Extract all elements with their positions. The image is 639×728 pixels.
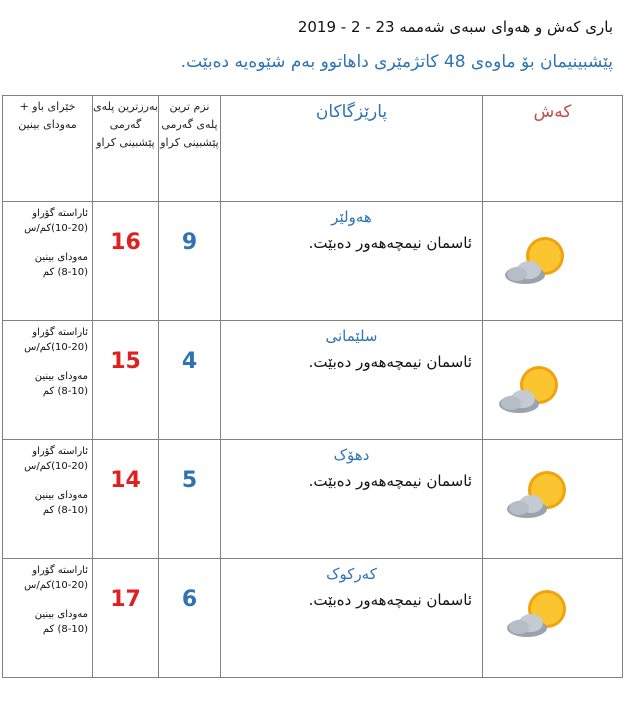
header-max-temp-label: بەرزترین پلەی گەرمی پێشبینی کراو [93, 100, 158, 149]
city-name: هەولێر [331, 208, 372, 226]
visibility-range: (8-10) کم [42, 267, 88, 278]
max-temp: 16 [110, 230, 141, 255]
forecast-subtitle: پێشبینیمان بۆ ماوەی 48 کاتژمێری داهاتوو بەم شێوەیە دەبێت. [180, 52, 613, 72]
visibility-label: مەودای بینین [34, 490, 88, 501]
weather-icon-cell [483, 202, 623, 321]
weather-description: ئاسمان نیمچەهەور دەبێت. [308, 591, 472, 609]
weather-description: ئاسمان نیمچەهەور دەبێت. [308, 353, 472, 371]
table-row [3, 202, 623, 321]
weather-description: ئاسمان نیمچەهەور دەبێت. [308, 234, 472, 252]
weather-icon-cell [483, 321, 623, 440]
forecast-date-title: باری کەش و هەوای سبەی شەممە 23 - 2 - 2019 [297, 18, 613, 36]
header-weather [483, 96, 623, 202]
wind-visibility-cell [3, 440, 93, 559]
wind-speed: (10-20)کم/س [24, 223, 88, 234]
city-name: سلێمانی [325, 327, 378, 345]
partly-cloudy-icon [503, 232, 575, 288]
visibility-range: (8-10) کم [42, 505, 88, 516]
wind-speed: (10-20)کم/س [24, 461, 88, 472]
city-name: کەرکوک [326, 565, 377, 583]
header-max-temp [93, 96, 159, 202]
header-min-temp [159, 96, 221, 202]
wind-direction: ئاراستە گۆراو [32, 446, 88, 457]
min-temp: 6 [181, 587, 198, 612]
forecast-table [2, 95, 623, 678]
partly-cloudy-icon [497, 361, 569, 417]
visibility-range: (8-10) کم [42, 624, 88, 635]
wind-speed: (10-20)کم/س [24, 580, 88, 591]
partly-cloudy-icon [505, 585, 577, 641]
wind-visibility-cell [3, 559, 93, 678]
visibility-label: مەودای بینین [34, 609, 88, 620]
max-temp: 15 [110, 349, 141, 374]
header-min-temp-label: نزم ترین پلەی گەرمی پێشبینی کراو [160, 100, 219, 149]
visibility-label: مەودای بینین [34, 371, 88, 382]
weather-icon-cell [483, 440, 623, 559]
header-wind-visibility-label: خێرای باو + مەودای بینین [18, 100, 77, 131]
table-row [3, 440, 623, 559]
max-temp: 17 [110, 587, 141, 612]
wind-direction: ئاراستە گۆراو [32, 327, 88, 338]
visibility-label: مەودای بینین [34, 252, 88, 263]
city-name: دهۆک [333, 446, 370, 464]
partly-cloudy-icon [505, 466, 577, 522]
wind-direction: ئاراستە گۆراو [32, 565, 88, 576]
wind-speed: (10-20)کم/س [24, 342, 88, 353]
header-provinces-label: پارێزگاکان [315, 102, 388, 122]
wind-visibility-cell [3, 321, 93, 440]
wind-visibility-cell [3, 202, 93, 321]
min-temp: 4 [181, 349, 198, 374]
header-weather-label: کەش [533, 102, 572, 122]
weather-icon-cell [483, 559, 623, 678]
header-provinces [221, 96, 483, 202]
weather-description: ئاسمان نیمچەهەور دەبێت. [308, 472, 472, 490]
min-temp: 9 [181, 230, 198, 255]
table-row [3, 321, 623, 440]
header-wind-visibility [3, 96, 93, 202]
table-header-row [3, 96, 623, 202]
visibility-range: (8-10) کم [42, 386, 88, 397]
min-temp: 5 [181, 468, 198, 493]
max-temp: 14 [110, 468, 141, 493]
wind-direction: ئاراستە گۆراو [32, 208, 88, 219]
table-row [3, 559, 623, 678]
